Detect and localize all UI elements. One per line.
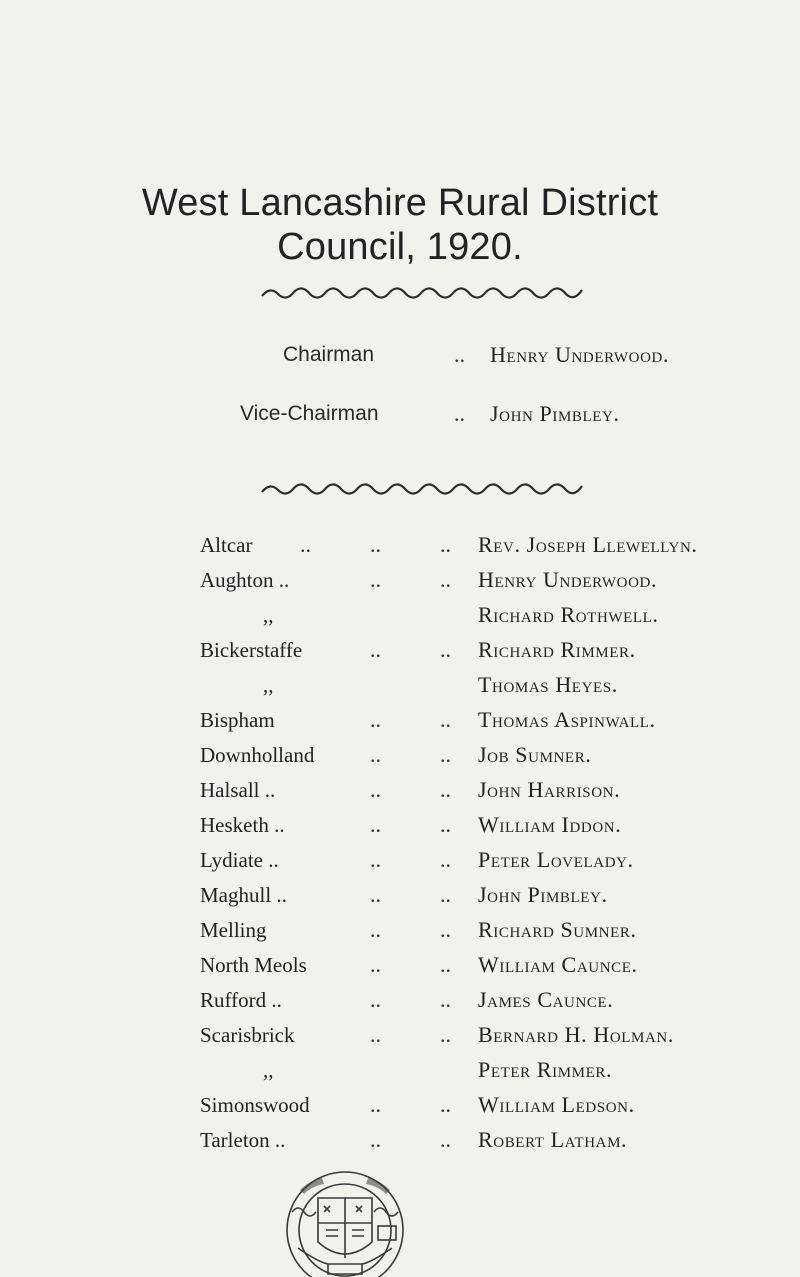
member-parish: Aughton .. bbox=[200, 568, 290, 592]
member-dots: .. bbox=[370, 952, 381, 977]
member-name: Thomas Heyes. bbox=[478, 672, 618, 697]
member-parish: Tarleton .. bbox=[200, 1128, 286, 1152]
member-parish: Downholland bbox=[200, 743, 315, 767]
member-dots: .. bbox=[440, 812, 451, 837]
member-dots: .. bbox=[300, 532, 311, 557]
member-dots: .. bbox=[440, 987, 451, 1012]
member-name: Rev. Joseph Llewellyn. bbox=[478, 532, 698, 557]
member-parish: Altcar bbox=[200, 533, 253, 557]
member-name: Peter Rimmer. bbox=[478, 1057, 613, 1082]
member-name: Henry Underwood. bbox=[478, 567, 658, 592]
chairman-role: Chairman bbox=[283, 343, 375, 366]
member-parish: Simonswood bbox=[200, 1093, 310, 1117]
member-parish: Melling bbox=[200, 918, 267, 942]
member-dots: .. bbox=[370, 1092, 381, 1117]
member-dots: .. bbox=[370, 987, 381, 1012]
member-dots: .. bbox=[370, 567, 381, 592]
member-name: James Caunce. bbox=[478, 987, 614, 1012]
ditto-mark: ,, bbox=[263, 603, 274, 627]
member-dots: .. bbox=[370, 532, 381, 557]
member-dots: .. bbox=[370, 707, 381, 732]
member-dots: .. bbox=[440, 1127, 451, 1152]
member-name: Peter Lovelady. bbox=[478, 847, 634, 872]
member-dots: .. bbox=[370, 812, 381, 837]
member-dots: .. bbox=[370, 1022, 381, 1047]
member-name: Bernard H. Holman. bbox=[478, 1022, 674, 1047]
member-dots: .. bbox=[440, 1092, 451, 1117]
ditto-mark: ,, bbox=[263, 673, 274, 697]
wave-ornament-icon bbox=[258, 478, 588, 500]
member-dots: .. bbox=[370, 1127, 381, 1152]
member-name: William Iddon. bbox=[478, 812, 622, 837]
chairman-name: Henry Underwood. bbox=[490, 342, 670, 367]
member-dots: .. bbox=[440, 952, 451, 977]
member-dots: .. bbox=[370, 742, 381, 767]
chairman-dots: .. bbox=[454, 342, 465, 367]
member-parish: Halsall .. bbox=[200, 778, 276, 802]
member-name: William Caunce. bbox=[478, 952, 638, 977]
member-dots: .. bbox=[370, 847, 381, 872]
member-parish: Scarisbrick bbox=[200, 1023, 295, 1047]
wave-ornament-icon bbox=[258, 282, 588, 304]
library-crest-icon bbox=[278, 1168, 412, 1277]
page-title-line-1: West Lancashire Rural District bbox=[141, 182, 659, 224]
member-parish: Lydiate .. bbox=[200, 848, 279, 872]
member-name: John Harrison. bbox=[478, 777, 621, 802]
member-parish: Maghull .. bbox=[200, 883, 287, 907]
member-dots: .. bbox=[440, 777, 451, 802]
member-name: William Ledson. bbox=[478, 1092, 635, 1117]
vice-chairman-role: Vice-Chairman bbox=[240, 402, 379, 425]
member-parish: Hesketh .. bbox=[200, 813, 285, 837]
vice-chairman-dots: .. bbox=[454, 401, 465, 426]
member-parish: North Meols bbox=[200, 953, 307, 977]
member-dots: .. bbox=[370, 917, 381, 942]
member-name: Thomas Aspinwall. bbox=[478, 707, 656, 732]
member-dots: .. bbox=[440, 742, 451, 767]
ditto-mark: ,, bbox=[263, 1058, 274, 1082]
member-dots: .. bbox=[440, 1022, 451, 1047]
member-name: Job Sumner. bbox=[478, 742, 592, 767]
member-dots: .. bbox=[370, 777, 381, 802]
member-dots: .. bbox=[440, 707, 451, 732]
member-name: Richard Rothwell. bbox=[478, 602, 659, 627]
member-name: Richard Sumner. bbox=[478, 917, 637, 942]
member-dots: .. bbox=[440, 882, 451, 907]
member-name: Robert Latham. bbox=[478, 1127, 628, 1152]
member-name: John Pimbley. bbox=[478, 882, 608, 907]
member-dots: .. bbox=[370, 637, 381, 662]
member-dots: .. bbox=[440, 567, 451, 592]
member-name: Richard Rimmer. bbox=[478, 637, 636, 662]
member-dots: .. bbox=[440, 637, 451, 662]
page-title-line-2: Council, 1920. bbox=[277, 226, 523, 268]
member-dots: .. bbox=[440, 917, 451, 942]
member-parish: Rufford .. bbox=[200, 988, 282, 1012]
member-dots: .. bbox=[440, 847, 451, 872]
member-dots: .. bbox=[440, 532, 451, 557]
member-parish: Bispham bbox=[200, 708, 275, 732]
member-parish: Bickerstaffe bbox=[200, 638, 303, 662]
vice-chairman-name: John Pimbley. bbox=[490, 401, 620, 426]
member-dots: .. bbox=[370, 882, 381, 907]
